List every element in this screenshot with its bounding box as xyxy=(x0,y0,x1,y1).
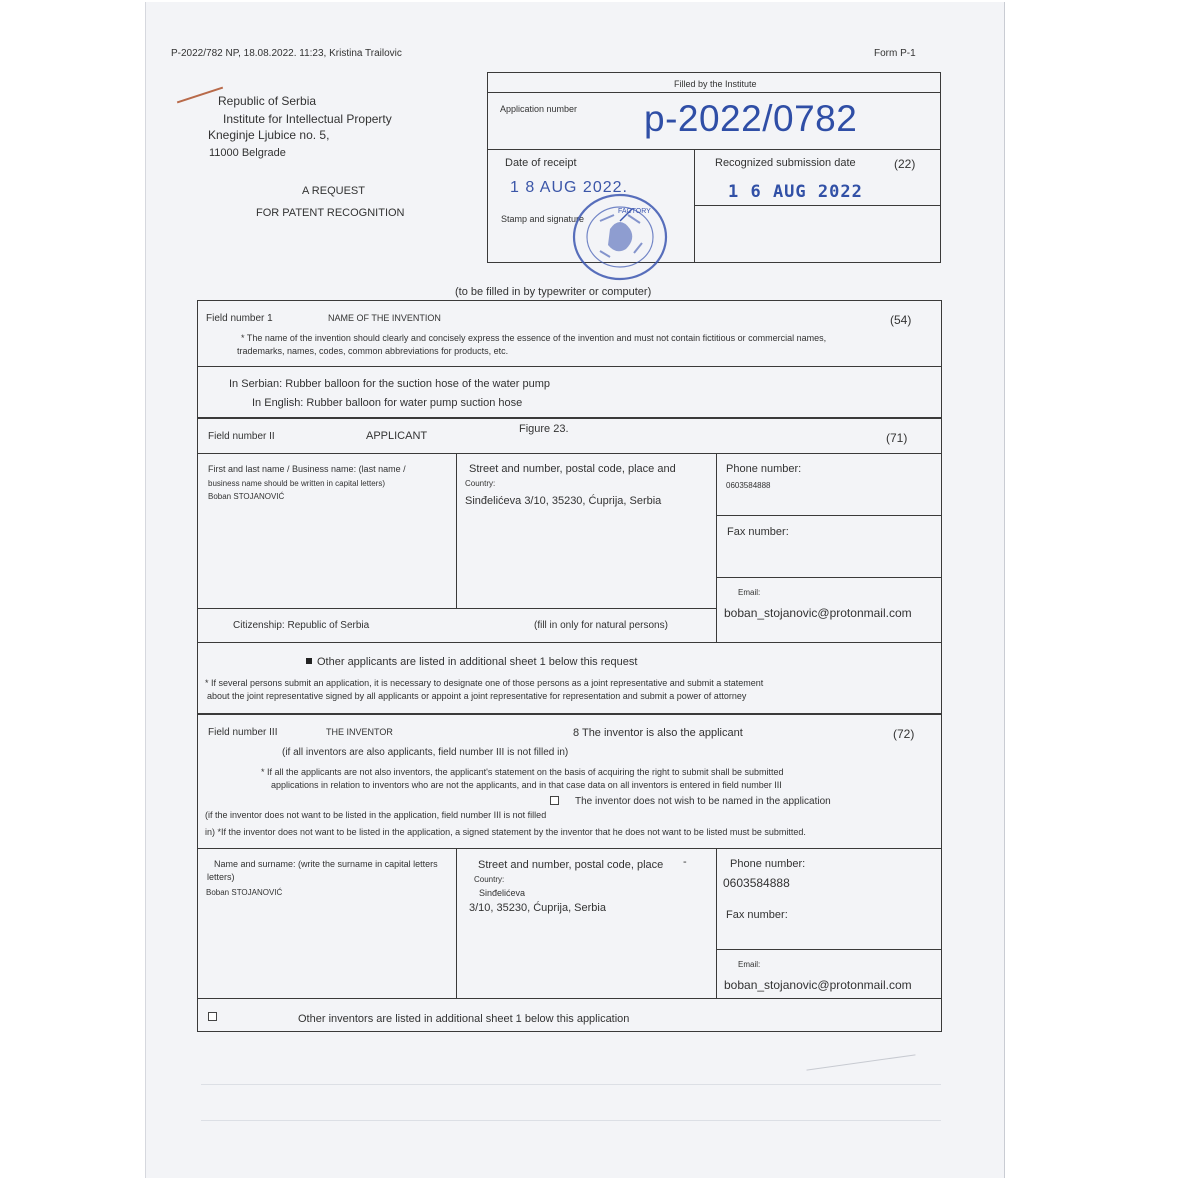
stamp-label: Stamp and signature xyxy=(501,214,585,224)
fill-note: (to be filled in by typewriter or computer) xyxy=(455,286,652,298)
application-number-label: Application number xyxy=(500,104,578,114)
official-stamp-icon xyxy=(570,191,670,283)
not-named-checkbox[interactable] xyxy=(550,796,559,805)
field-2-title: APPLICANT xyxy=(366,430,428,442)
receipt-date-label: Date of receipt xyxy=(505,157,577,169)
applicant-name: Boban STOJANOVIĆ xyxy=(208,492,285,501)
field-3-note-not-listed: (if the inventor does not want to be listed in the application, field number III is not filled xyxy=(205,810,547,820)
recognized-date-label: Recognized submission date xyxy=(715,157,856,169)
field-2-label: Field number II xyxy=(208,431,275,442)
show-through-signature xyxy=(806,1054,915,1070)
invention-name-english: In English: Rubber balloon for water pump suction hose xyxy=(252,397,523,409)
citizenship-note: (fill in only for natural persons) xyxy=(534,620,668,631)
applicant-email: boban_stojanovic@protonmail.com xyxy=(724,606,912,620)
joint-representative-note-2: about the joint representative signed by all applicants or appoint a joint representative for representation and submit a power of attorney xyxy=(207,691,747,701)
applicant-country-label: Country: xyxy=(465,479,496,488)
figure-note: Figure 23. xyxy=(519,423,569,435)
applicant-phone: 0603584888 xyxy=(726,481,771,490)
inventor-phone-label: Phone number: xyxy=(730,858,806,870)
institute-country: Republic of Serbia xyxy=(218,94,317,108)
other-inventors-label: Other inventors are listed in additional sheet 1 below this application xyxy=(298,1013,630,1025)
institute-box-heading: Filled by the Institute xyxy=(674,79,757,89)
field-3-label: Field number III xyxy=(208,727,278,738)
stamp-text: FACTORY xyxy=(618,208,651,215)
field-3-code: (72) xyxy=(893,727,915,741)
request-subtitle: FOR PATENT RECOGNITION xyxy=(256,207,405,219)
institute-city: 11000 Belgrade xyxy=(209,147,286,159)
field-3-note-signed: in) *If the inventor does not want to be listed in the application, a signed statement by the inventor that he does not want to be listed must be submitted. xyxy=(205,827,806,837)
inventor-address-label: Street and number, postal code, place xyxy=(478,859,664,871)
institute-street: Kneginje Ljubice no. 5, xyxy=(208,128,330,142)
joint-representative-note-1: * If several persons submit an application, it is necessary to designate one of those persons as a joint representative and submit a statement xyxy=(205,678,764,688)
application-number: p-2022/0782 xyxy=(644,98,858,139)
institute-name: Institute for Intellectual Property xyxy=(223,112,392,126)
applicant-name-label-2: business name should be written in capital letters) xyxy=(208,479,385,488)
field-1-code: (54) xyxy=(890,313,912,327)
recognized-date-code: (22) xyxy=(894,157,916,171)
receipt-date: 1 8 AUG 2022. xyxy=(510,179,628,196)
applicant-name-label: First and last name / Business name: (last name / xyxy=(208,464,406,474)
applicant-citizenship: Citizenship: Republic of Serbia xyxy=(233,620,370,631)
document-reference: P-2022/782 NP, 18.08.2022. 11:23, Kristina Trailovic xyxy=(171,48,402,59)
inventor-email: boban_stojanovic@protonmail.com xyxy=(724,978,912,992)
inventor-name-label: Name and surname: (write the surname in capital letters xyxy=(214,859,438,869)
not-named-label: The inventor does not wish to be named in the application xyxy=(575,796,831,807)
field-3-note-star-2: applications in relation to inventors who are not the applicants, and in that case data on all inventors is entered in field number III xyxy=(271,780,782,790)
applicant-phone-label: Phone number: xyxy=(726,463,802,475)
inventor-address-2: 3/10, 35230, Ćuprija, Serbia xyxy=(469,902,606,914)
inventor-country-label: Country: xyxy=(474,875,505,884)
applicant-email-label: Email: xyxy=(738,588,761,597)
field-1-note-line2: trademarks, names, codes, common abbreviations for products, etc. xyxy=(237,346,509,356)
applicant-address: Sinđelićeva 3/10, 35230, Ćuprija, Serbia xyxy=(465,495,662,507)
inventor-fax-label: Fax number: xyxy=(726,909,788,921)
address-dash: - xyxy=(683,856,687,868)
field-3-title: THE INVENTOR xyxy=(326,727,393,737)
inventor-name: Boban STOJANOVIĆ xyxy=(206,888,283,897)
inventor-address-1: Sinđelićeva xyxy=(479,888,526,898)
field-2-code: (71) xyxy=(886,431,908,445)
field-1-note-line1: * The name of the invention should clearly and concisely express the essence of the invention and must not contain fictitious or commercial names, xyxy=(241,333,827,343)
invention-name-serbian: In Serbian: Rubber balloon for the suction hose of the water pump xyxy=(229,378,551,390)
handwritten-mark xyxy=(177,87,223,104)
inventor-is-applicant[interactable]: 8 The inventor is also the applicant xyxy=(573,727,743,739)
bullet-icon xyxy=(306,658,312,664)
other-inventors-checkbox[interactable] xyxy=(208,1012,217,1021)
form-id: Form P-1 xyxy=(874,48,916,59)
request-title: A REQUEST xyxy=(302,185,365,197)
field-3-note-star-1: * If all the applicants are not also inventors, the applicant's statement on the basis of acquiring the right to submit shall be submitted xyxy=(261,767,784,777)
recognized-date: 1 6 AUG 2022 xyxy=(728,182,863,202)
field-1-title: NAME OF THE INVENTION xyxy=(328,313,441,323)
inventor-phone: 0603584888 xyxy=(723,876,790,890)
applicant-address-label: Street and number, postal code, place and xyxy=(469,463,676,475)
applicant-fax-label: Fax number: xyxy=(727,526,789,538)
field-1-label: Field number 1 xyxy=(206,313,273,324)
inventor-name-label-2: letters) xyxy=(207,872,235,882)
document-page xyxy=(146,2,1004,1178)
other-applicants-note: Other applicants are listed in additional sheet 1 below this request xyxy=(306,656,637,668)
field-3-note-all: (if all inventors are also applicants, field number III is not filled in) xyxy=(282,747,569,758)
inventor-email-label: Email: xyxy=(738,960,761,969)
